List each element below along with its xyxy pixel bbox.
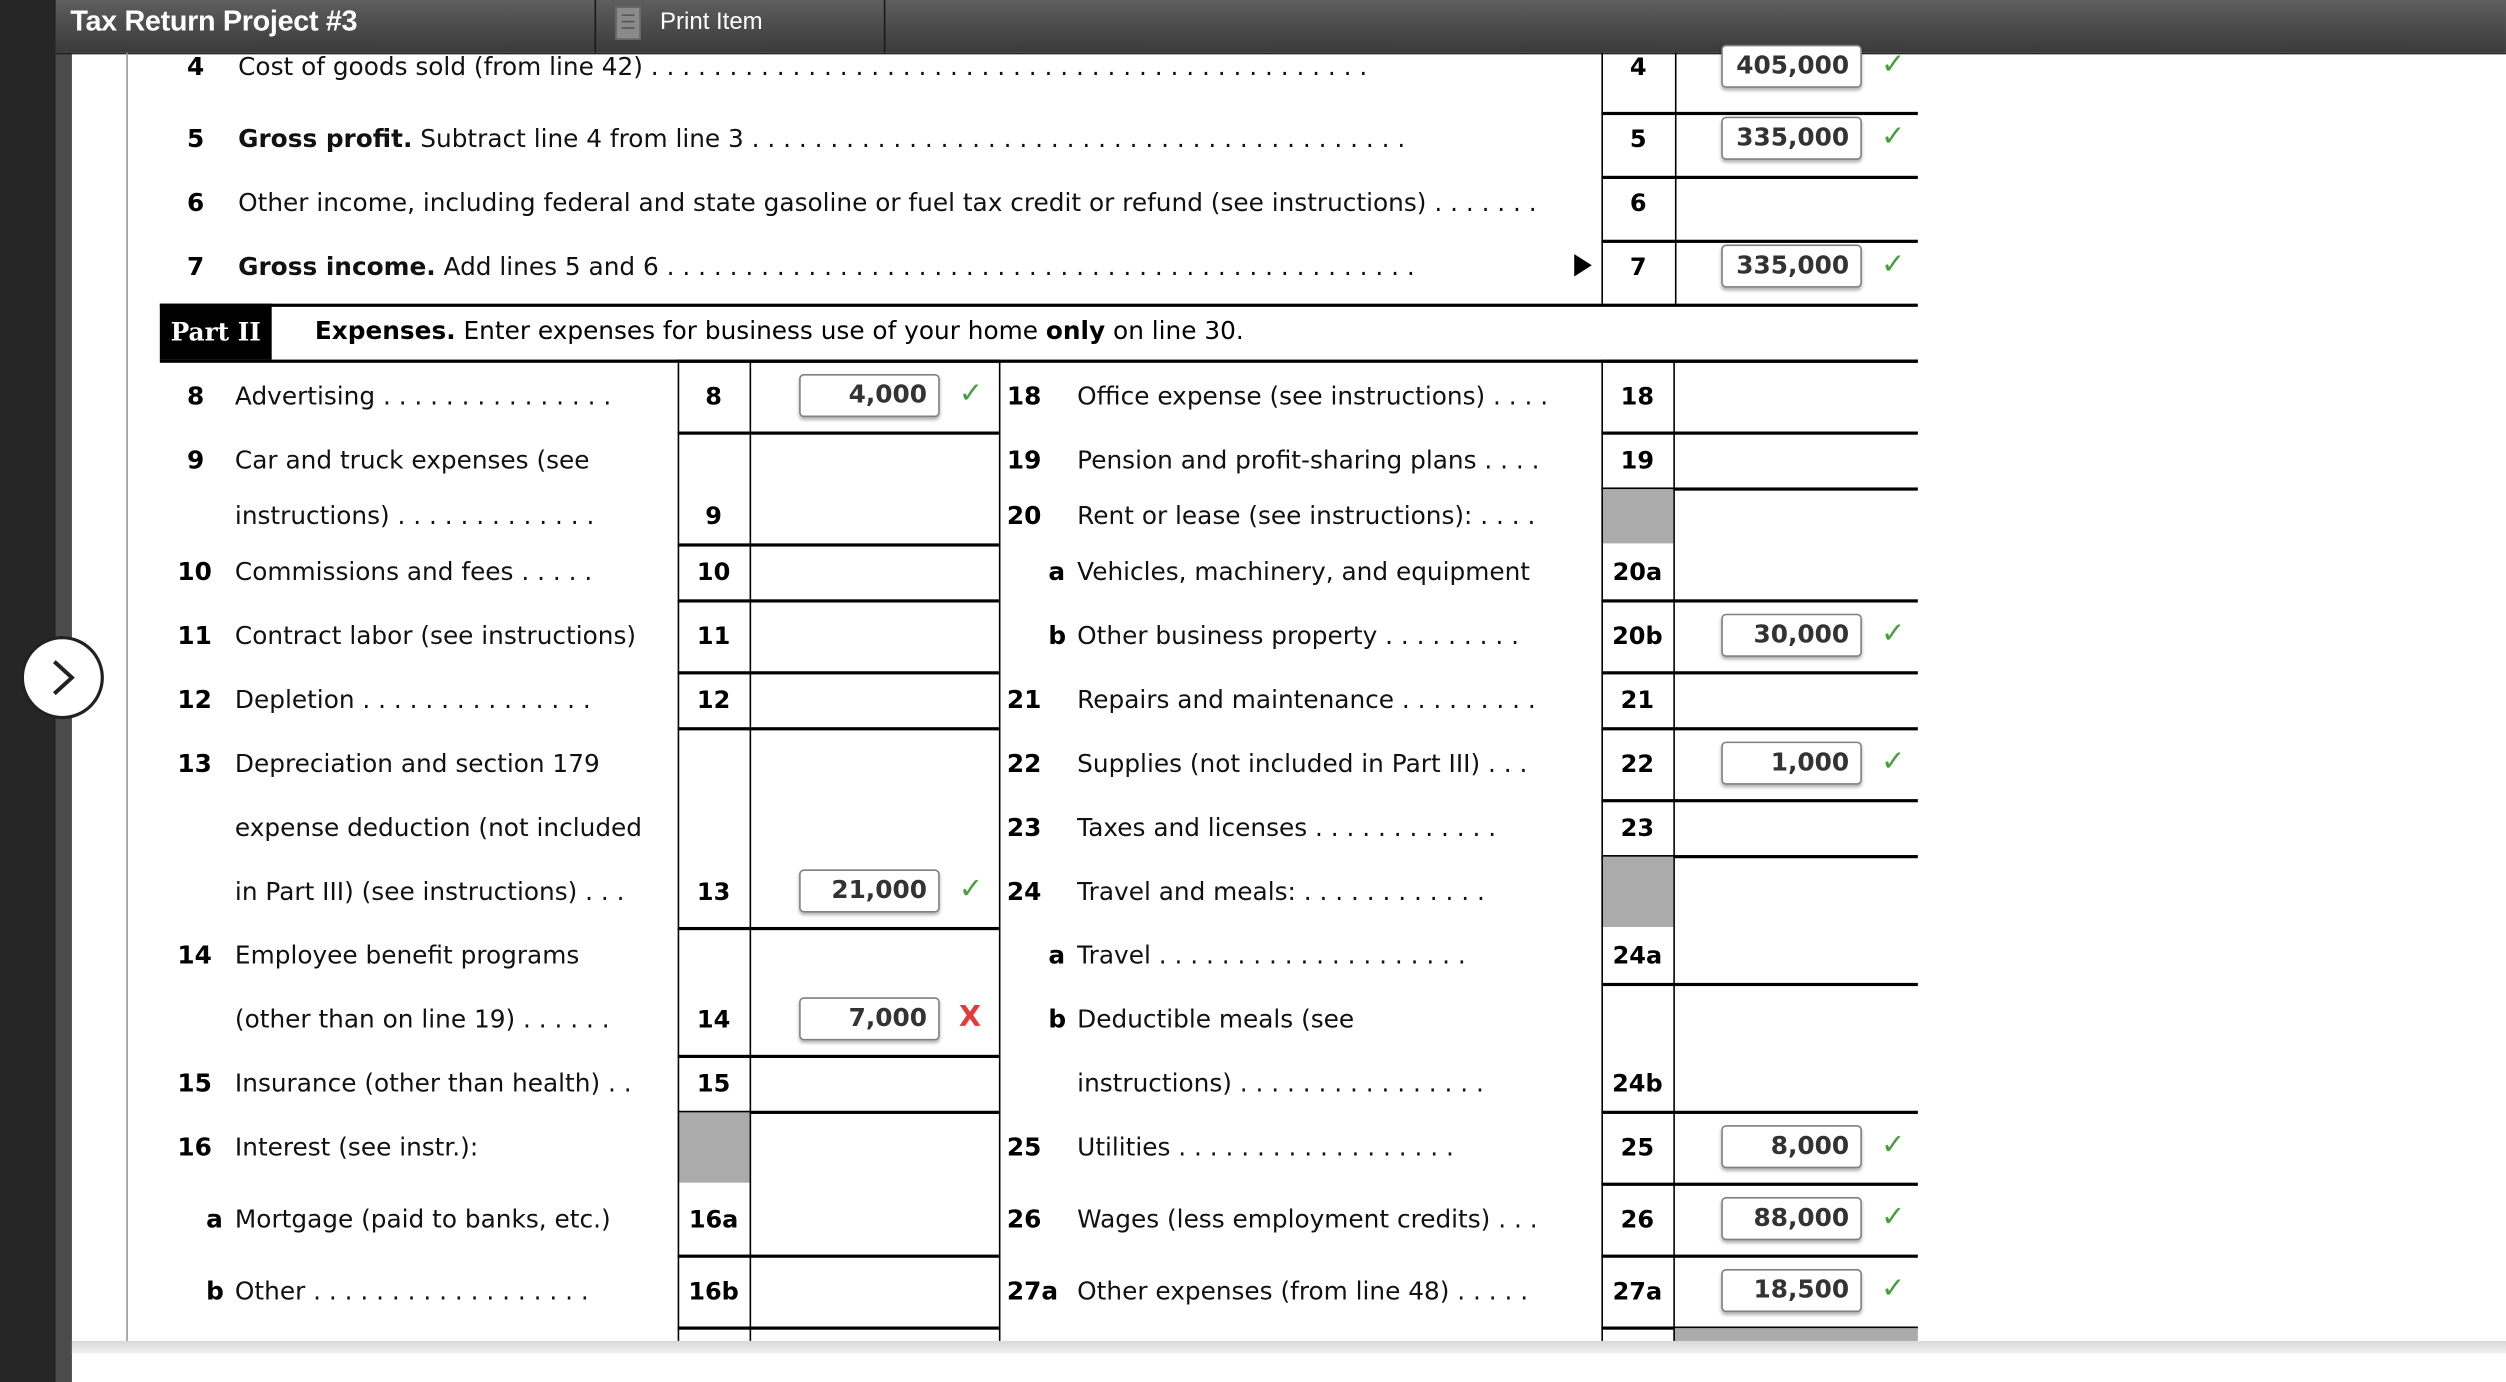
part-heading	[315, 316, 1244, 345]
rule	[1601, 727, 1917, 730]
line-description	[238, 251, 1415, 283]
line-number: 5	[186, 124, 205, 154]
line-description: Wages (less employment credits) . . .	[1077, 1205, 1538, 1234]
rule	[750, 360, 752, 1351]
line-description: Utilities . . . . . . . . . . . . . . . . . .	[1077, 1133, 1454, 1162]
part-heading-text2: on line 30.	[1105, 316, 1244, 346]
line-description: (other than on line 19) . . . . . .	[234, 1005, 610, 1035]
amount-cell[interactable]	[753, 1058, 996, 1109]
rule	[1601, 983, 1917, 986]
assignment-title: Tax Return Project #3	[70, 4, 358, 37]
rule	[678, 1055, 999, 1058]
rule	[1601, 799, 1917, 802]
rule	[678, 432, 999, 435]
amount-input[interactable]: 335,000	[1721, 117, 1862, 160]
amount-cell[interactable]	[753, 674, 996, 725]
rule	[1601, 360, 1917, 363]
amount-input[interactable]: 7,000	[799, 997, 940, 1040]
correct-check-icon: ✓	[1881, 616, 1906, 651]
line-number: 23	[1006, 813, 1042, 843]
line-number: 9	[186, 445, 205, 475]
amount-input[interactable]: 405,000	[1721, 45, 1862, 88]
rule	[678, 1327, 999, 1330]
rule	[1601, 176, 1917, 179]
line-code: 16b	[688, 1276, 739, 1306]
line-description: Mortgage (paid to banks, etc.)	[234, 1205, 611, 1234]
line-code: 24b	[1612, 1069, 1663, 1098]
line-letter: a	[1048, 557, 1066, 587]
line-text: Other income, including federal and state gasoline or fuel tax credit or refund (see instructions) . . . . . . .	[238, 188, 1537, 218]
amount-input[interactable]: 18,500	[1721, 1269, 1862, 1312]
amount-cell[interactable]	[753, 547, 996, 598]
line-number: 19	[1006, 445, 1042, 475]
line-code: 27a	[1612, 1276, 1663, 1306]
part-heading-text: Enter expenses for business use of your home	[455, 316, 1046, 346]
correct-check-icon: ✓	[1881, 247, 1906, 282]
line-code: 16a	[688, 1205, 739, 1234]
line-code: 8	[705, 381, 722, 411]
line-description: Supplies (not included in Part III) . . .	[1077, 749, 1528, 779]
rule	[1601, 112, 1917, 115]
line-number: 11	[177, 621, 212, 651]
amount-cell[interactable]	[1677, 986, 1915, 1109]
line-number: 14	[177, 941, 212, 971]
line-description: Other expenses (from line 48) . . . . .	[1077, 1276, 1529, 1306]
correct-check-icon: ✓	[1881, 47, 1906, 82]
part-heading-bold2: only	[1045, 316, 1106, 346]
line-description: Commissions and fees . . . . .	[234, 557, 593, 587]
line-number: 24	[1006, 877, 1042, 907]
line-code: 12	[696, 685, 731, 715]
amount-cell[interactable]	[1677, 491, 1915, 598]
line-code: 4	[1629, 52, 1647, 82]
line-code: 10	[696, 557, 731, 587]
line-number: 22	[1006, 749, 1042, 779]
shaded-cell	[1601, 857, 1673, 927]
line-description: Employee benefit programs	[234, 941, 580, 971]
bottom-panel-edge	[72, 1341, 2506, 1354]
print-item-button[interactable]	[596, 0, 884, 53]
print-item-label: Print Item	[660, 7, 763, 36]
line-number: 25	[1006, 1133, 1042, 1162]
line-description: Car and truck expenses (see	[234, 445, 590, 475]
line-text: Cost of goods sold (from line 42) . . . . . . . . . . . . . . . . . . . . . . . . . . . . . . . . . . . . . . . . . . . . . .	[238, 52, 1368, 82]
amount-cell[interactable]	[1677, 435, 1915, 486]
rule	[678, 360, 999, 363]
rule	[678, 671, 999, 674]
line-code: 14	[696, 1005, 731, 1035]
line-description: Contract labor (see instructions)	[234, 621, 637, 651]
rule	[999, 360, 1001, 1351]
line-letter: a	[206, 1205, 223, 1234]
line-description: in Part III) (see instructions) . . .	[234, 877, 625, 907]
line-description: Travel . . . . . . . . . . . . . . . . . . . .	[1077, 941, 1466, 971]
rule	[160, 304, 1918, 307]
line-letter: b	[1048, 621, 1067, 651]
amount-cell[interactable]	[753, 603, 996, 670]
amount-input[interactable]: 21,000	[799, 869, 940, 912]
line-number: 20	[1006, 501, 1042, 531]
rule	[678, 543, 999, 546]
incorrect-x-icon: X	[958, 1000, 982, 1035]
line-code: 15	[696, 1069, 731, 1098]
line-title: Gross income.	[238, 252, 436, 282]
correct-check-icon: ✓	[958, 872, 984, 907]
shaded-cell	[678, 1112, 750, 1182]
line-code: 23	[1620, 813, 1655, 843]
rule	[1601, 1111, 1917, 1114]
print-icon	[615, 6, 641, 40]
line-code: 11	[696, 621, 731, 651]
rule	[678, 727, 999, 730]
line-text: Subtract line 4 from line 3 . . . . . . . . . . . . . . . . . . . . . . . . . . . . . . . . . . . . . . . . . .	[412, 124, 1406, 154]
line-number: 4	[186, 52, 205, 82]
line-code: 9	[705, 501, 722, 531]
line-description: Other business property . . . . . . . . .	[1077, 621, 1520, 651]
line-text: Add lines 5 and 6 . . . . . . . . . . . . . . . . . . . . . . . . . . . . . . . . . . . . . . . . . . . . . . . .	[435, 252, 1415, 282]
amount-input[interactable]: 88,000	[1721, 1197, 1862, 1240]
line-number: 7	[186, 252, 205, 282]
line-code: 18	[1620, 381, 1655, 411]
rule	[1601, 360, 1603, 1351]
line-number: 18	[1006, 381, 1042, 411]
amount-input[interactable]: 1,000	[1721, 742, 1862, 785]
amount-cell[interactable]	[1677, 858, 1915, 981]
line-code: 25	[1620, 1133, 1655, 1162]
line-letter: a	[1048, 941, 1066, 971]
line-number: 26	[1006, 1205, 1042, 1234]
form-left-border	[126, 53, 128, 1344]
rule	[1675, 53, 1677, 304]
line-code: 21	[1620, 685, 1655, 715]
line-code: 5	[1629, 124, 1647, 154]
line-number: 27a	[1006, 1276, 1059, 1306]
line-description: Repairs and maintenance . . . . . . . . .	[1077, 685, 1536, 715]
line-code: 24a	[1612, 941, 1663, 971]
correct-check-icon: ✓	[1881, 744, 1906, 779]
rule	[1601, 432, 1917, 435]
amount-input[interactable]: 8,000	[1721, 1125, 1862, 1168]
amount-cell[interactable]	[1677, 674, 1915, 725]
line-description	[238, 51, 1367, 83]
line-description: instructions) . . . . . . . . . . . . .	[234, 501, 595, 531]
line-description: expense deduction (not included	[234, 813, 643, 843]
amount-cell[interactable]	[1677, 363, 1915, 430]
part-label: Part II	[160, 304, 272, 360]
line-code: 20b	[1612, 621, 1663, 651]
next-page-button[interactable]	[21, 636, 104, 719]
correct-check-icon: ✓	[1881, 119, 1906, 154]
line-code: 19	[1620, 445, 1655, 475]
line-description: Vehicles, machinery, and equipment	[1077, 557, 1531, 587]
line-description: Deductible meals (see	[1077, 1005, 1355, 1035]
correct-check-icon: ✓	[1881, 1128, 1906, 1162]
line-description: Depreciation and section 179	[234, 749, 600, 779]
line-letter: b	[206, 1276, 224, 1306]
line-number: 21	[1006, 685, 1042, 715]
amount-input[interactable]: 4,000	[799, 374, 940, 417]
correct-check-icon: ✓	[1881, 1272, 1906, 1306]
line-code: 7	[1629, 252, 1647, 282]
divider	[884, 0, 886, 53]
line-description: Other . . . . . . . . . . . . . . . . . .	[234, 1276, 589, 1306]
correct-check-icon: ✓	[958, 377, 984, 411]
rule	[1601, 671, 1917, 674]
line-number: 6	[186, 188, 205, 218]
shaded-cell	[1601, 489, 1673, 543]
chevron-right-icon	[45, 658, 80, 696]
line-number: 10	[177, 557, 212, 587]
part-heading-bold: Expenses.	[314, 316, 456, 346]
line-description: Pension and profit-sharing plans . . . .	[1077, 445, 1540, 475]
amount-cell[interactable]	[753, 1258, 996, 1325]
rule	[1601, 53, 1603, 304]
arrow-right-icon	[1574, 254, 1592, 276]
line-number: 12	[177, 685, 212, 715]
line-number: 16	[177, 1133, 212, 1162]
rule	[1601, 1183, 1917, 1186]
amount-cell[interactable]	[1677, 802, 1915, 853]
line-code: 13	[696, 877, 731, 907]
line-code: 22	[1620, 749, 1655, 779]
line-code: 20a	[1612, 557, 1663, 587]
line-code: 26	[1620, 1205, 1655, 1234]
line-description: instructions) . . . . . . . . . . . . . . . .	[1077, 1069, 1484, 1098]
line-description: Office expense (see instructions) . . . .	[1077, 381, 1549, 411]
title-bar	[56, 0, 2506, 54]
correct-check-icon: ✓	[1881, 1200, 1906, 1234]
rule	[1673, 360, 1675, 1351]
rule	[678, 927, 999, 930]
line-title: Gross profit.	[238, 124, 413, 154]
amount-cell[interactable]	[753, 1114, 996, 1253]
line-description: Travel and meals: . . . . . . . . . . . .	[1077, 877, 1485, 907]
amount-input[interactable]: 30,000	[1721, 614, 1862, 657]
rule	[678, 599, 999, 602]
line-description: Advertising . . . . . . . . . . . . . . .	[234, 381, 612, 411]
amount-cell[interactable]	[753, 435, 996, 542]
line-number: 13	[177, 749, 212, 779]
line-description: Rent or lease (see instructions): . . . .	[1077, 501, 1536, 531]
line-description: Insurance (other than health) . .	[234, 1069, 632, 1098]
line-description: Taxes and licenses . . . . . . . . . . . .	[1077, 813, 1497, 843]
line-description	[238, 123, 1405, 155]
rule	[678, 360, 680, 1351]
line-description: Depletion . . . . . . . . . . . . . . .	[234, 685, 591, 715]
line-code: 6	[1629, 188, 1647, 218]
line-description: Interest (see instr.):	[234, 1133, 479, 1162]
line-number: 8	[186, 381, 205, 411]
rule	[1601, 1255, 1917, 1258]
amount-input[interactable]: 335,000	[1721, 245, 1862, 288]
line-letter: b	[1048, 1005, 1067, 1035]
rule	[678, 1255, 999, 1258]
rule	[1601, 599, 1917, 602]
line-description	[238, 187, 1537, 219]
line-number: 15	[177, 1069, 212, 1098]
rule	[1601, 240, 1917, 243]
